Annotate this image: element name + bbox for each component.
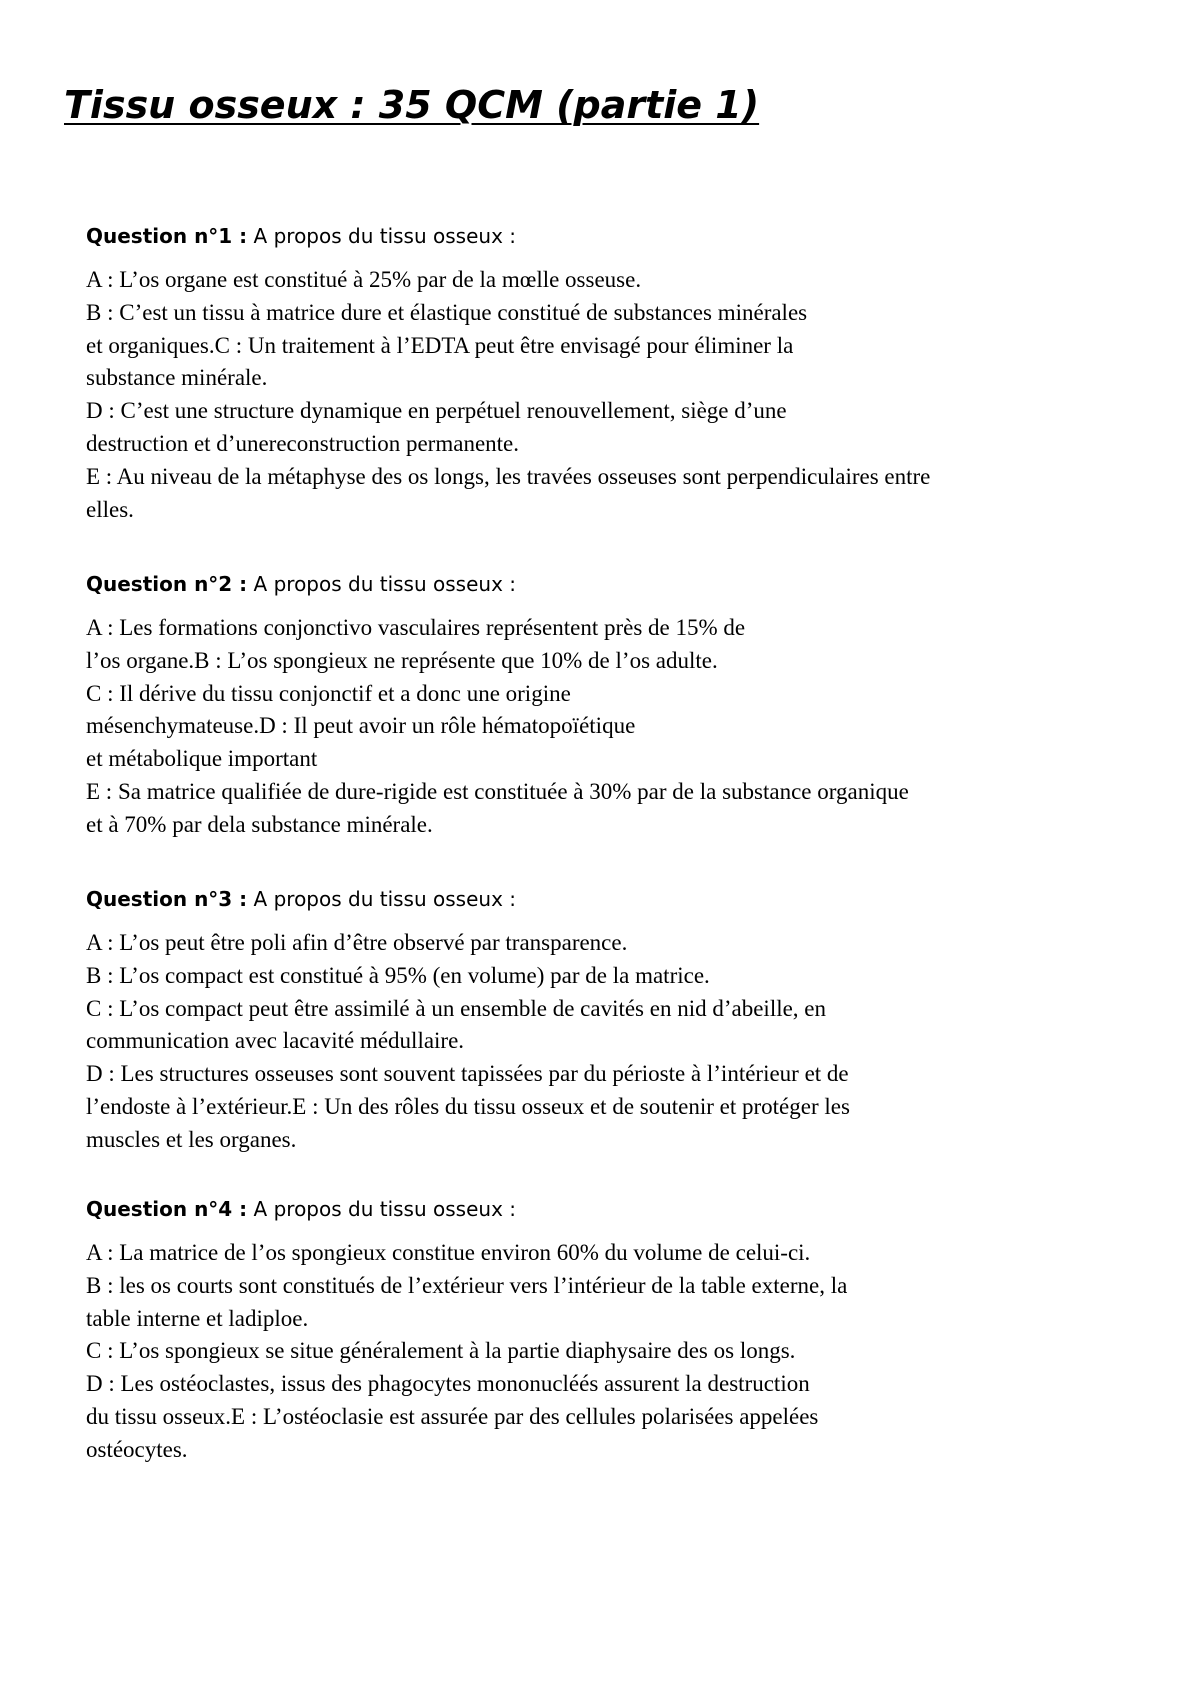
question-prompt: A propos du tissu osseux : [253, 572, 516, 596]
question-number: Question n°1 : [86, 224, 248, 248]
answer-line: du tissu osseux.E : L’ostéoclasie est assurée par des cellules polarisées appelées [86, 1403, 819, 1429]
answer-line: A : L’os organe est constitué à 25% par de la mœlle osseuse. [86, 267, 642, 292]
answer-line: et métabolique important [86, 746, 318, 772]
answer-line: A : Les formations conjonctivo vasculaires représentent près de 15% de [86, 615, 746, 640]
question-block-3 [86, 885, 1146, 1157]
question-block-2 [86, 570, 1146, 842]
answer-line: A : L’os peut être poli afin d’être observé par transparence. [86, 930, 628, 955]
question-block-1 [86, 222, 1146, 526]
question-header [86, 570, 1146, 598]
question-prompt: A propos du tissu osseux : [253, 1197, 516, 1221]
answer-line: C : L’os spongieux se situe généralement à la partie diaphysaire des os longs. [86, 1338, 796, 1364]
answer-line: C : Il dérive du tissu conjonctif et a donc une origine [86, 680, 571, 706]
question-answers [86, 612, 1146, 842]
document-title: Tissu osseux : 35 QCM (partie 1) [64, 83, 760, 127]
question-header [86, 222, 1146, 250]
question-block-4 [86, 1195, 1146, 1467]
question-header [86, 885, 1146, 913]
answer-line: B : C’est un tissu à matrice dure et élastique constitué de substances minérales [86, 299, 808, 325]
answer-line: l’endoste à l’extérieur.E : Un des rôles du tissu osseux et de soutenir et protéger les [86, 1093, 850, 1119]
answer-line: elles. [86, 496, 134, 522]
answer-line: B : L’os compact est constitué à 95% (en volume) par de la matrice. [86, 962, 710, 988]
answer-line: mésenchymateuse.D : Il peut avoir un rôle hématopoïétique [86, 713, 636, 739]
answer-line: B : les os courts sont constitués de l’extérieur vers l’intérieur de la table externe, la [86, 1272, 848, 1298]
answer-line: D : Les structures osseuses sont souvent tapissées par du périoste à l’intérieur et de [86, 1061, 849, 1087]
answer-line: ostéocytes. [86, 1436, 188, 1462]
question-answers [86, 1237, 1146, 1467]
answer-line: A : La matrice de l’os spongieux constitue environ 60% du volume de celui-ci. [86, 1240, 811, 1265]
answer-line: muscles et les organes. [86, 1126, 297, 1152]
answer-line: D : Les ostéoclastes, issus des phagocytes mononucléés assurent la destruction [86, 1371, 810, 1397]
answer-line: E : Au niveau de la métaphyse des os longs, les travées osseuses sont perpendiculaires entre [86, 463, 931, 489]
question-prompt: A propos du tissu osseux : [253, 224, 516, 248]
question-number: Question n°2 : [86, 572, 248, 596]
question-answers [86, 927, 1146, 1157]
answer-line: et à 70% par dela substance minérale. [86, 811, 433, 837]
answer-line: destruction et d’unereconstruction permanente. [86, 430, 520, 456]
answer-line: table interne et ladiploe. [86, 1305, 309, 1331]
answer-line: communication avec lacavité médullaire. [86, 1028, 465, 1054]
answer-line: C : L’os compact peut être assimilé à un ensemble de cavités en nid d’abeille, en [86, 995, 827, 1021]
answer-line: et organiques.C : Un traitement à l’EDTA peut être envisagé pour éliminer la [86, 332, 794, 358]
answer-line: D : C’est une structure dynamique en perpétuel renouvellement, siège d’une [86, 398, 787, 424]
question-prompt: A propos du tissu osseux : [253, 887, 516, 911]
answer-line: E : Sa matrice qualifiée de dure-rigide est constituée à 30% par de la substance organique [86, 778, 909, 804]
question-number: Question n°3 : [86, 887, 248, 911]
question-header [86, 1195, 1146, 1223]
question-answers [86, 264, 1146, 526]
answer-line: substance minérale. [86, 365, 268, 391]
answer-line: l’os organe.B : L’os spongieux ne représente que 10% de l’os adulte. [86, 647, 718, 673]
question-number: Question n°4 : [86, 1197, 248, 1221]
